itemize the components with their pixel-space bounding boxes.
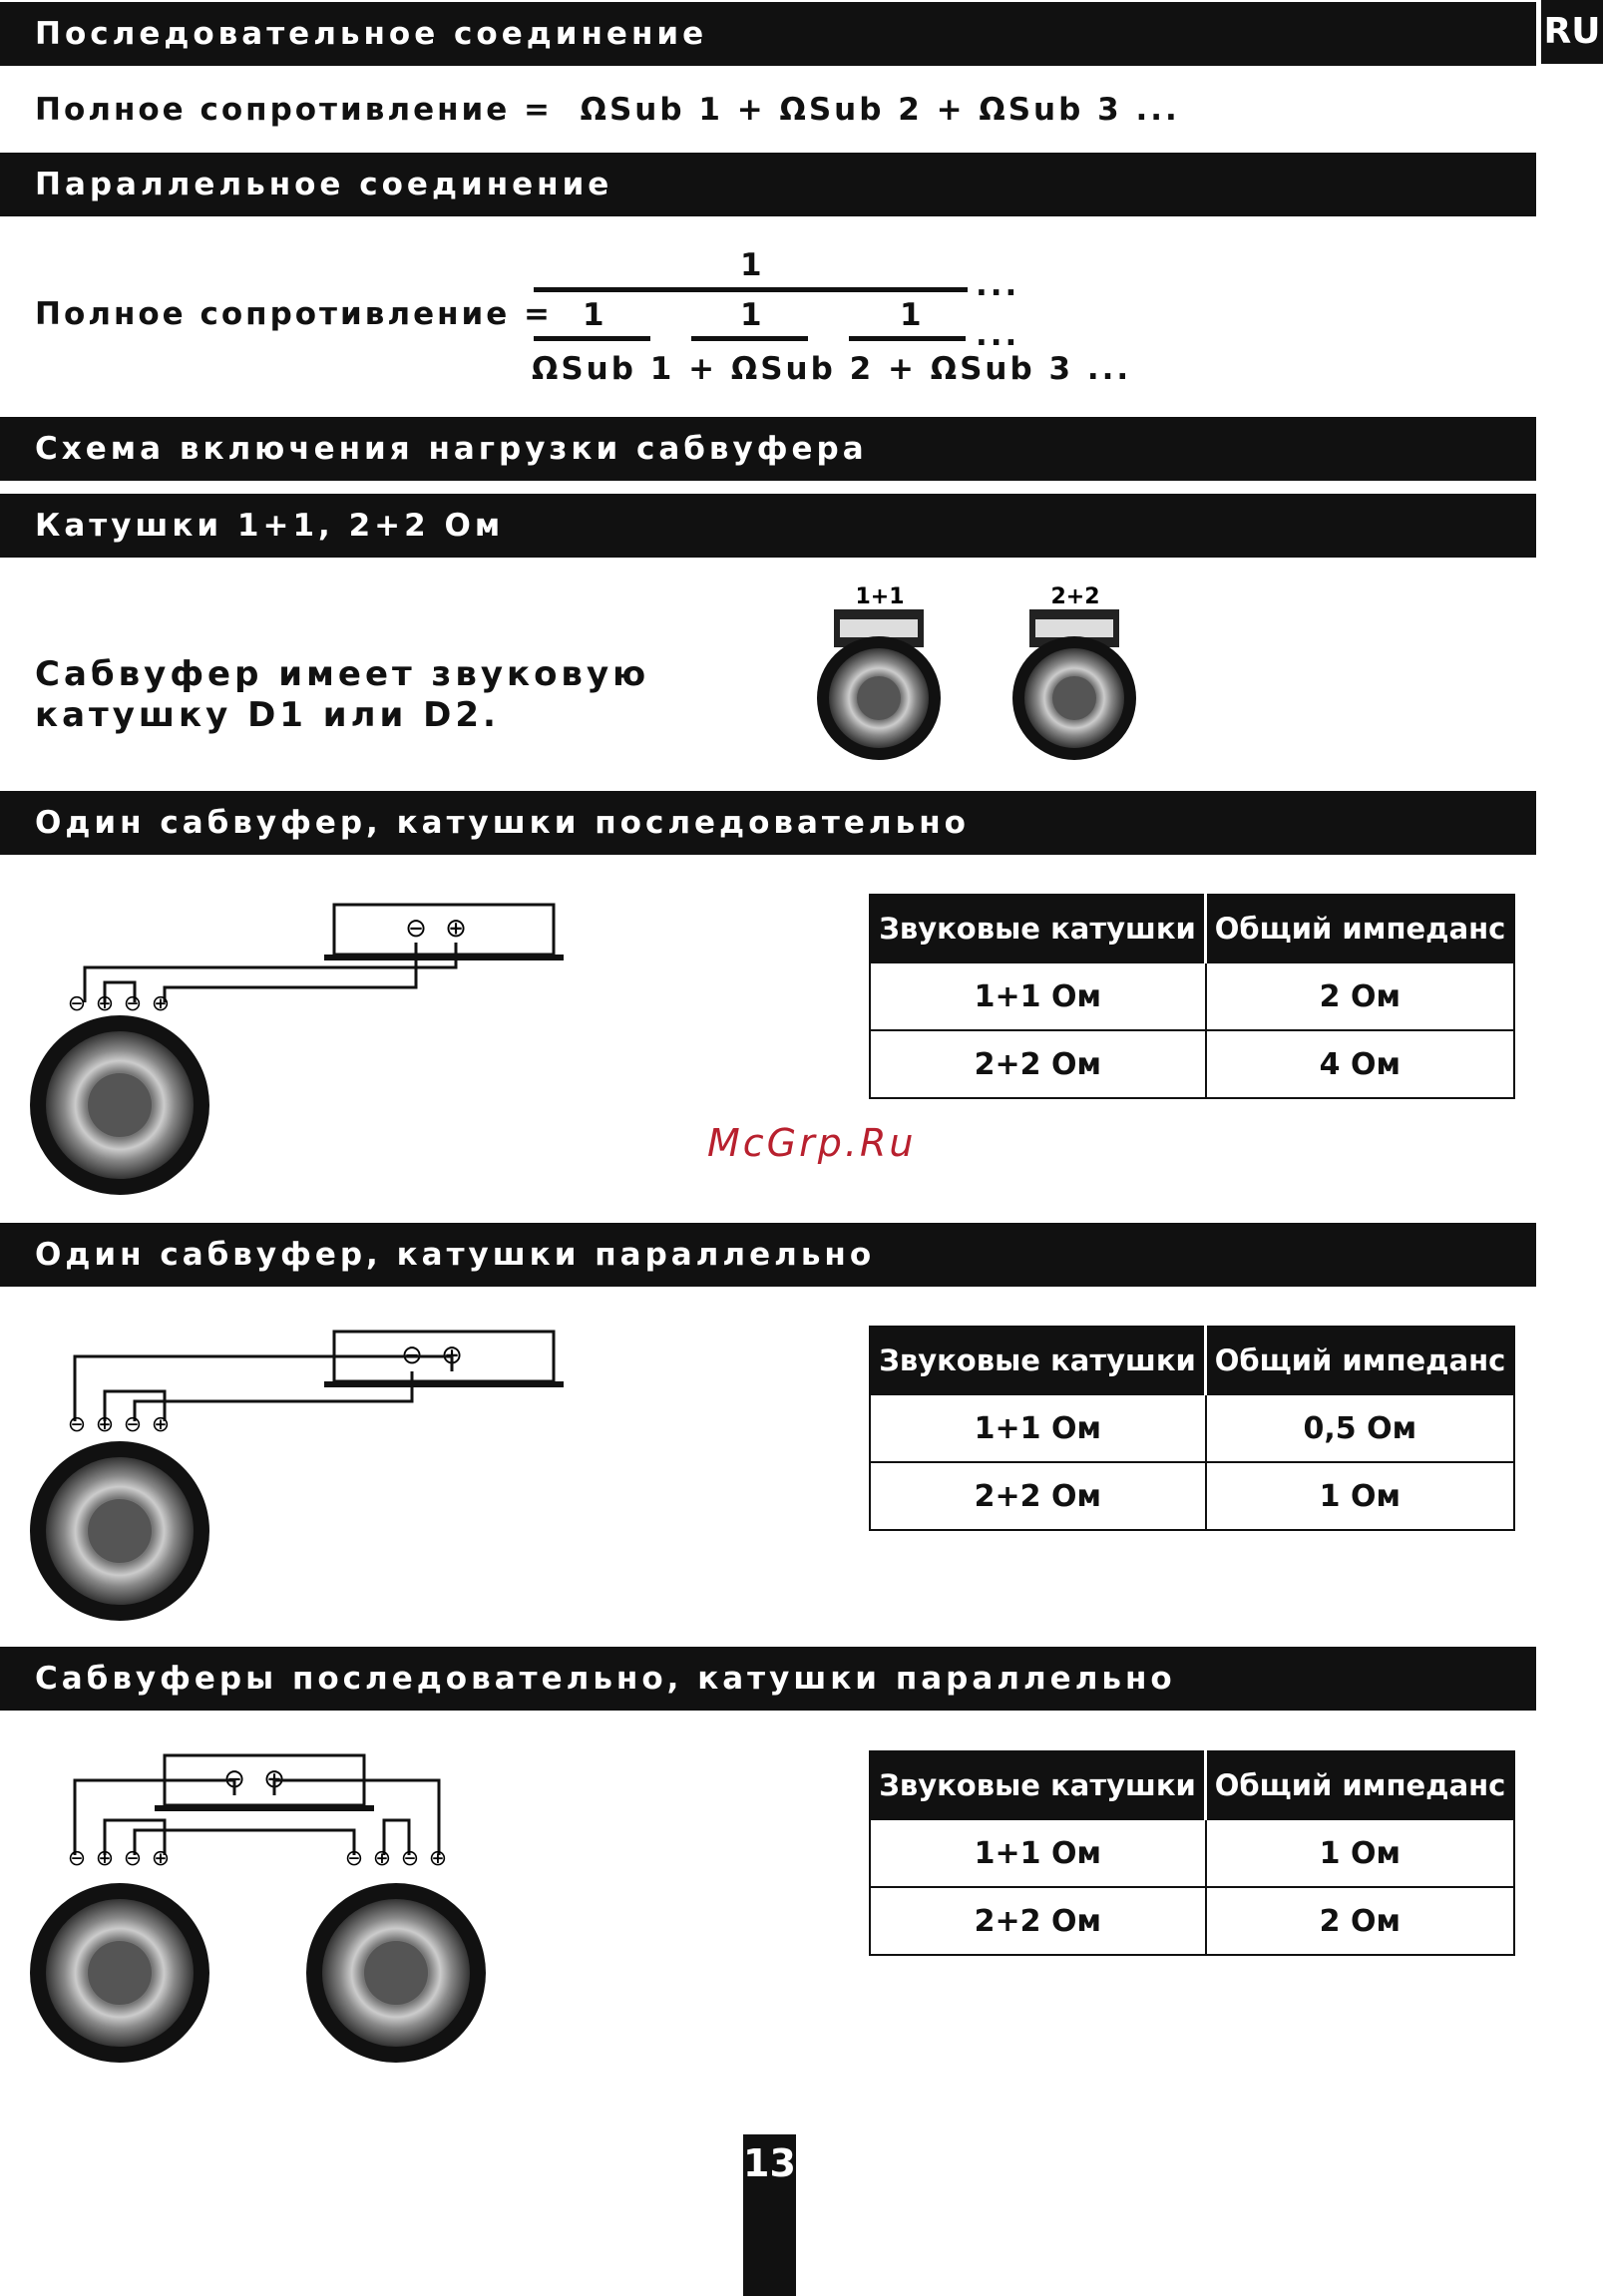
coil-description: Сабвуфер имеет звуковую катушку D1 или D2. — [35, 654, 650, 735]
table-header-coils: Звуковые катушки — [870, 1751, 1206, 1819]
svg-text:⊖: ⊖ — [400, 1846, 420, 1871]
parallel-connection-header: Параллельное соединение — [0, 153, 1536, 216]
one-sub-parallel-wiring-diagram — [25, 1322, 564, 1641]
table-row: 1+1 Ом 0,5 Ом — [870, 1394, 1514, 1462]
coils-header: Катушки 1+1, 2+2 Ом — [0, 494, 1536, 558]
language-badge: RU — [1538, 0, 1603, 64]
two-subs-table — [869, 1750, 1515, 1956]
svg-text:⊖: ⊖ — [223, 1764, 245, 1794]
fraction-denominator: ΩSub 1 + ΩSub 2 + ΩSub 3 ... — [532, 351, 1132, 387]
amp-minus-symbol: ⊖ — [405, 914, 427, 944]
series-connection-header: Последовательное соединение — [0, 2, 1536, 66]
load-scheme-header: Схема включения нагрузки сабвуфера — [0, 417, 1536, 481]
fraction-main-line — [534, 287, 968, 292]
two-subs-wiring-diagram — [25, 1745, 504, 2075]
table-row: 1+1 Ом 2 Ом — [870, 962, 1514, 1030]
inner-line-1 — [534, 336, 650, 341]
svg-text:⊖: ⊖ — [123, 991, 143, 1016]
svg-text:⊕: ⊕ — [372, 1846, 392, 1871]
svg-text:⊖: ⊖ — [123, 1412, 143, 1437]
coil-label-2: 2+2 — [1050, 584, 1100, 609]
coil-speakers-illustration — [798, 583, 1137, 763]
parallel-formula-label: Полное сопротивление = — [35, 296, 554, 332]
table-row: 2+2 Ом 4 Ом — [870, 1030, 1514, 1098]
svg-text:⊕: ⊕ — [95, 1846, 115, 1871]
table-row: 2+2 Ом 2 Ом — [870, 1887, 1514, 1955]
table-row: 1+1 Ом 1 Ом — [870, 1819, 1514, 1887]
svg-text:⊖: ⊖ — [344, 1846, 364, 1871]
svg-text:⊖: ⊖ — [123, 1846, 143, 1871]
inner-numerator-1: 1 — [583, 297, 607, 333]
svg-text:⊕: ⊕ — [95, 991, 115, 1016]
svg-text:⊖: ⊖ — [67, 1846, 87, 1871]
inner-line-2 — [691, 336, 808, 341]
table-header-coils: Звуковые катушки — [870, 1327, 1206, 1394]
svg-text:⊕: ⊕ — [95, 1412, 115, 1437]
one-sub-series-table — [869, 894, 1515, 1099]
table-header-impedance: Общий импеданс — [1206, 1327, 1514, 1394]
svg-text:⊖: ⊖ — [67, 1412, 87, 1437]
fraction-ellipsis-mid: ... — [976, 317, 1020, 353]
subs-series-coils-parallel-header: Сабвуферы последовательно, катушки параллельно — [0, 1647, 1536, 1711]
svg-text:⊕: ⊕ — [151, 1412, 171, 1437]
svg-text:⊖: ⊖ — [67, 991, 87, 1016]
fraction-numerator: 1 — [740, 247, 765, 283]
one-sub-parallel-header: Один сабвуфер, катушки параллельно — [0, 1223, 1536, 1287]
fraction-ellipsis-top: ... — [976, 267, 1020, 303]
inner-numerator-2: 1 — [740, 297, 765, 333]
svg-text:⊕: ⊕ — [428, 1846, 448, 1871]
svg-text:⊖: ⊖ — [401, 1340, 423, 1370]
page-number: 13 — [743, 2134, 796, 2296]
table-header-impedance: Общий импеданс — [1206, 895, 1514, 962]
table-header-impedance: Общий импеданс — [1206, 1751, 1514, 1819]
watermark: McGrp.Ru — [707, 1121, 917, 1165]
svg-text:⊕: ⊕ — [151, 991, 171, 1016]
svg-text:⊕: ⊕ — [151, 1846, 171, 1871]
one-sub-parallel-table — [869, 1326, 1515, 1531]
amp-plus-symbol: ⊕ — [445, 914, 467, 944]
one-sub-series-header: Один сабвуфер, катушки последовательно — [0, 791, 1536, 855]
coil-label-1: 1+1 — [855, 584, 905, 609]
series-formula: Полное сопротивление = ΩSub 1 + ΩSub 2 + ΩSub 3 ... — [35, 92, 1180, 128]
table-header-coils: Звуковые катушки — [870, 895, 1206, 962]
speaker-2-2-icon — [1012, 584, 1136, 760]
inner-line-3 — [849, 336, 966, 341]
table-row: 2+2 Ом 1 Ом — [870, 1462, 1514, 1530]
speaker-1-1-icon — [817, 584, 941, 760]
one-sub-series-wiring-diagram — [25, 893, 564, 1212]
svg-text:⊕: ⊕ — [263, 1764, 285, 1794]
inner-numerator-3: 1 — [900, 297, 925, 333]
svg-text:⊕: ⊕ — [441, 1340, 463, 1370]
